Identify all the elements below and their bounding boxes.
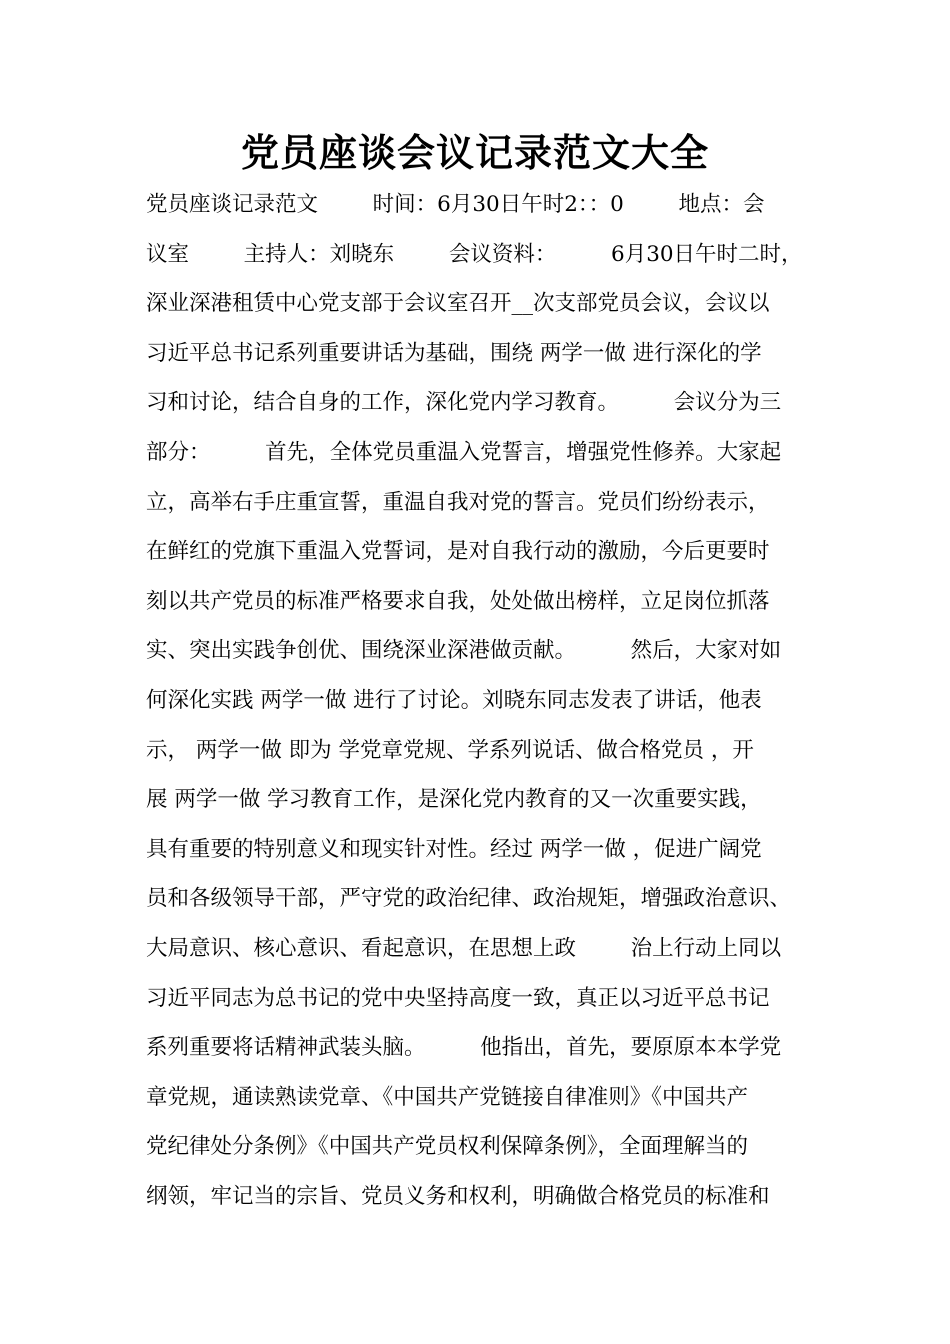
body-line: 立，高举右手庄重宣誓，重温自我对党的誓言。党员们纷纷表示， [146,489,770,515]
document-body [146,180,836,1221]
body-line: 党员座谈记录范文 时间：6月30日午时2：：0 地点：会 [146,192,765,217]
body-line: 展 两学一做 学习教育工作，是深化党内教育的又一次重要实践， [146,787,762,813]
body-line: 议室 主持人：刘晓东 会议资料： 6月30日午时二时， [146,241,803,267]
body-line: 章党规，通读熟读党章、《中国共产党链接自律准则》《中国共产 [146,1084,749,1110]
body-line: 纲领，牢记当的宗旨、党员义务和权利，明确做合格党员的标准和 [146,1183,770,1209]
body-line: 员和各级领导干部，严守党的政治纪律、政治规矩，增强政治意识、 [146,886,792,912]
body-line: 何深化实践 两学一做 进行了讨论。刘晓东同志发表了讲话，他表 [146,687,762,713]
body-line: 习近平总书记系列重要讲话为基础，围绕 两学一做 进行深化的学 [146,340,762,366]
document-title: 党员座谈会议记录范文大全 [240,131,709,175]
body-line: 部分： 首先，全体党员重温入党誓言，增强党性修养。大家起 [146,439,782,465]
body-line: 习和讨论，结合自身的工作，深化党内学习教育。 会议分为三 [146,390,782,416]
body-line: 刻以共产党员的标准严格要求自我，处处做出榜样，立足岗位抓落 [146,588,770,614]
body-line: 大局意识、核心意识、看起意识，在思想上政 治上行动上同以 [146,935,782,961]
body-line: 具有重要的特别意义和现实针对性。经过 两学一做 ，促进广阔党 [146,836,762,862]
body-line: 系列重要将话精神武装头脑。 他指出，首先，要原原本本学党 [146,1035,782,1061]
body-line: 深业深港租赁中心党支部于会议室召开__次支部党员会议，会议以 [146,291,770,317]
body-line: 党纪律处分条例》《中国共产党员权利保障条例》，全面理解当的 [146,1134,749,1160]
body-line: 示， 两学一做 即为 学党章党规、学系列说话、做合格党员 ，开 [146,737,754,763]
body-line: 习近平同志为总书记的党中央坚持高度一致，真正以习近平总书记 [146,985,770,1011]
body-line: 在鲜红的党旗下重温入党誓词，是对自我行动的激励，今后更要时 [146,539,770,565]
body-line: 实、突出实践争创优、围绕深业深港做贡献。 然后，大家对如 [146,638,782,664]
